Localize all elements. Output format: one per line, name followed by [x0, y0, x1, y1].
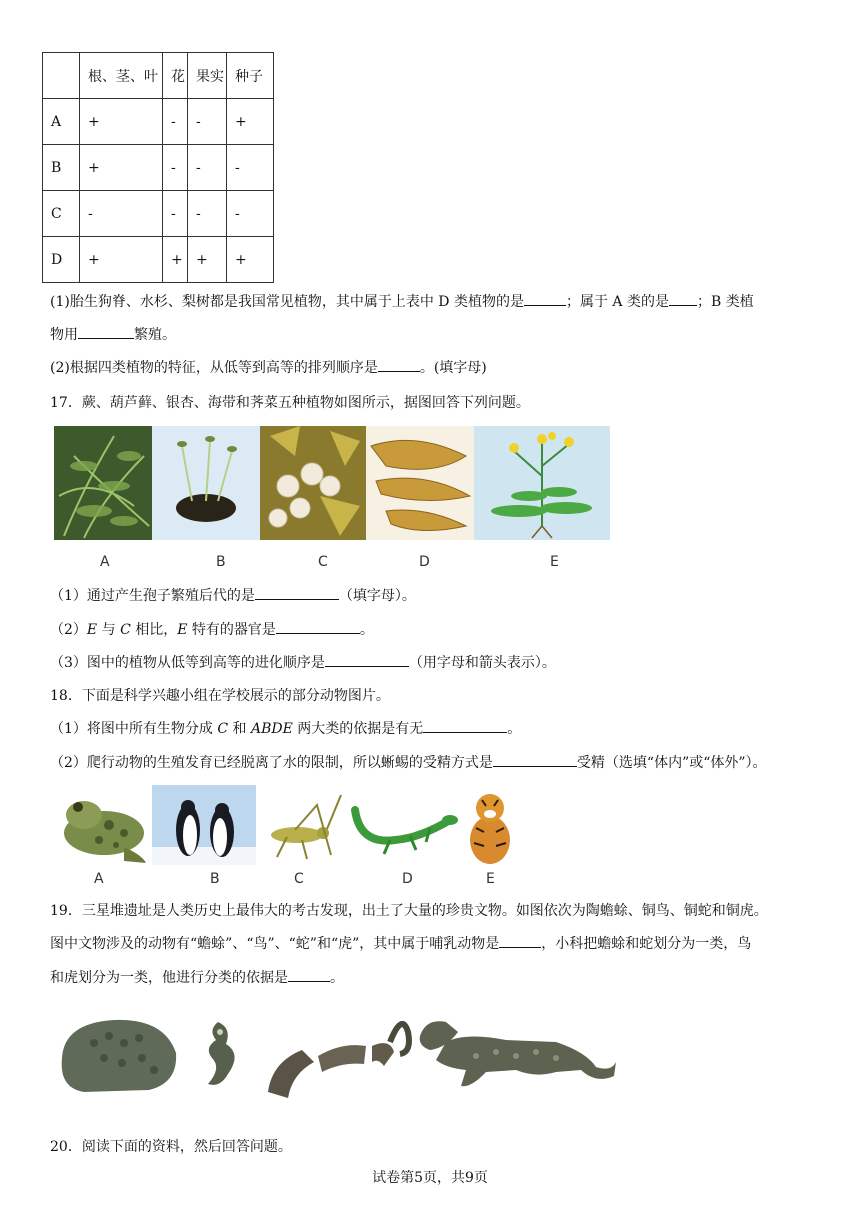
table-cell: +	[227, 237, 274, 283]
toad-artifact-icon	[54, 1008, 182, 1096]
answer-blank	[493, 752, 577, 767]
answer-blank	[288, 967, 330, 982]
q19-line-2: 图中文物涉及的动物有“蟾蜍”、“鸟”、“蛇”和“虎”，其中属于哺乳动物是 ，小科把蟾蜍和蛇划分为一类，鸟	[50, 933, 751, 953]
table-cell: -	[163, 99, 188, 145]
ginkgo-image	[260, 426, 366, 540]
kelp-image	[366, 426, 474, 540]
fern-icon	[54, 426, 152, 540]
lizard-image	[350, 790, 460, 865]
figure-label: B	[210, 871, 220, 887]
q18-sub-2: （2）爬行动物的生殖发育已经脱离了水的限制，所以蜥蜴的受精方式是 受精（选填“体内”或“体外”）。	[50, 752, 767, 772]
snake-artifact-icon	[262, 1012, 412, 1102]
answer-blank	[78, 324, 134, 339]
table-cell: B	[43, 145, 80, 191]
table-cell: -	[188, 145, 227, 191]
figure-label: C	[294, 871, 304, 887]
q17-sub-3: （3）图中的植物从低等到高等的进化顺序是 （用字母和箭头表示）。	[50, 652, 556, 672]
table-cell: -	[163, 191, 188, 237]
figure-label: A	[100, 554, 110, 570]
table-header-cell: 种子	[227, 53, 274, 99]
q19-line-3: 和虎划分为一类，他进行分类的依据是 。	[50, 967, 344, 987]
q19-line-1: 19．三星堆遗址是人类历史上最伟大的考古发现，出土了大量的珍贵文物。如图依次为陶蟾蜍、铜鸟、铜蛇和铜虎。	[50, 903, 768, 919]
figure-label: E	[486, 871, 495, 887]
table-header-cell	[43, 53, 80, 99]
q16-line-3: (2)根据四类植物的特征，从低等到高等的排列顺序是 。(填字母)	[50, 357, 487, 377]
table-cell: +	[188, 237, 227, 283]
figure-label: A	[94, 871, 104, 887]
moss-image	[152, 426, 260, 540]
table-cell: -	[227, 191, 274, 237]
shepherds-purse-icon	[474, 426, 610, 540]
lizard-icon	[350, 790, 460, 865]
figure-label: B	[216, 554, 226, 570]
table-header-cell: 果实	[188, 53, 227, 99]
frog-image	[54, 785, 150, 865]
table-cell: +	[163, 237, 188, 283]
table-row	[43, 99, 274, 145]
figure-label: C	[318, 554, 328, 570]
moss-icon	[152, 426, 260, 540]
table-header-cell: 花	[163, 53, 188, 99]
shepherds-purse-image	[474, 426, 610, 540]
bronze-tiger-image	[416, 1012, 620, 1092]
tiger-artifact-icon	[416, 1012, 620, 1092]
table-cell: -	[188, 99, 227, 145]
bird-artifact-icon	[198, 1018, 246, 1092]
answer-blank	[499, 933, 541, 948]
table-cell: +	[80, 237, 163, 283]
table-cell: C	[43, 191, 80, 237]
table-cell: +	[227, 99, 274, 145]
bronze-snake-image	[262, 1012, 412, 1102]
table-row	[43, 237, 274, 283]
q17-title: 17．蕨、葫芦藓、银杏、海带和荠菜五种植物如图所示，据图回答下列问题。	[50, 395, 530, 411]
answer-blank	[524, 291, 566, 306]
kelp-icon	[366, 426, 474, 540]
tiger-icon	[462, 788, 518, 866]
table-header-row	[43, 53, 274, 99]
page-footer: 试卷第5页，共9页	[372, 1170, 488, 1186]
q17-sub-2: （2）E 与 C 相比，E 特有的器官是 。	[50, 619, 374, 639]
bronze-bird-image	[198, 1018, 246, 1092]
penguin-icon	[152, 785, 256, 865]
table-cell: +	[80, 145, 163, 191]
table-cell: -	[188, 191, 227, 237]
answer-blank	[669, 291, 697, 306]
frog-icon	[54, 785, 150, 865]
answer-blank	[378, 357, 420, 372]
table-row	[43, 145, 274, 191]
ginkgo-icon	[260, 426, 366, 540]
figure-label: D	[419, 554, 430, 570]
q18-title: 18．下面是科学兴趣小组在学校展示的部分动物图片。	[50, 688, 390, 704]
penguin-image	[152, 785, 256, 865]
answer-blank	[255, 585, 339, 600]
table-cell: +	[80, 99, 163, 145]
q16-line-1: (1)胎生狗脊、水杉、梨树都是我国常见植物，其中属于上表中 D 类植物的是 ；属于 A 类的是 ；B 类植	[50, 291, 754, 311]
table-cell: -	[80, 191, 163, 237]
tiger-image	[462, 788, 518, 866]
figure-label: D	[402, 871, 413, 887]
table-cell: A	[43, 99, 80, 145]
table-cell: D	[43, 237, 80, 283]
table-header-cell: 根、茎、叶	[80, 53, 163, 99]
table-row	[43, 191, 274, 237]
grasshopper-image	[257, 785, 343, 865]
q20-title: 20．阅读下面的资料，然后回答问题。	[50, 1139, 292, 1155]
q18-sub-1: （1）将图中所有生物分成 C 和 ABDE 两大类的依据是有无 。	[50, 718, 521, 738]
table-cell: -	[163, 145, 188, 191]
answer-blank	[423, 718, 507, 733]
plant-classification-table	[42, 52, 274, 283]
answer-blank	[325, 652, 409, 667]
table-cell: -	[227, 145, 274, 191]
pottery-toad-image	[54, 1008, 182, 1096]
grasshopper-icon	[257, 785, 343, 865]
figure-label: E	[550, 554, 559, 570]
q16-line-2: 物用 繁殖。	[50, 324, 176, 344]
answer-blank	[276, 619, 360, 634]
q17-sub-1: （1）通过产生孢子繁殖后代的是 （填字母）。	[50, 585, 416, 605]
fern-image	[54, 426, 152, 540]
